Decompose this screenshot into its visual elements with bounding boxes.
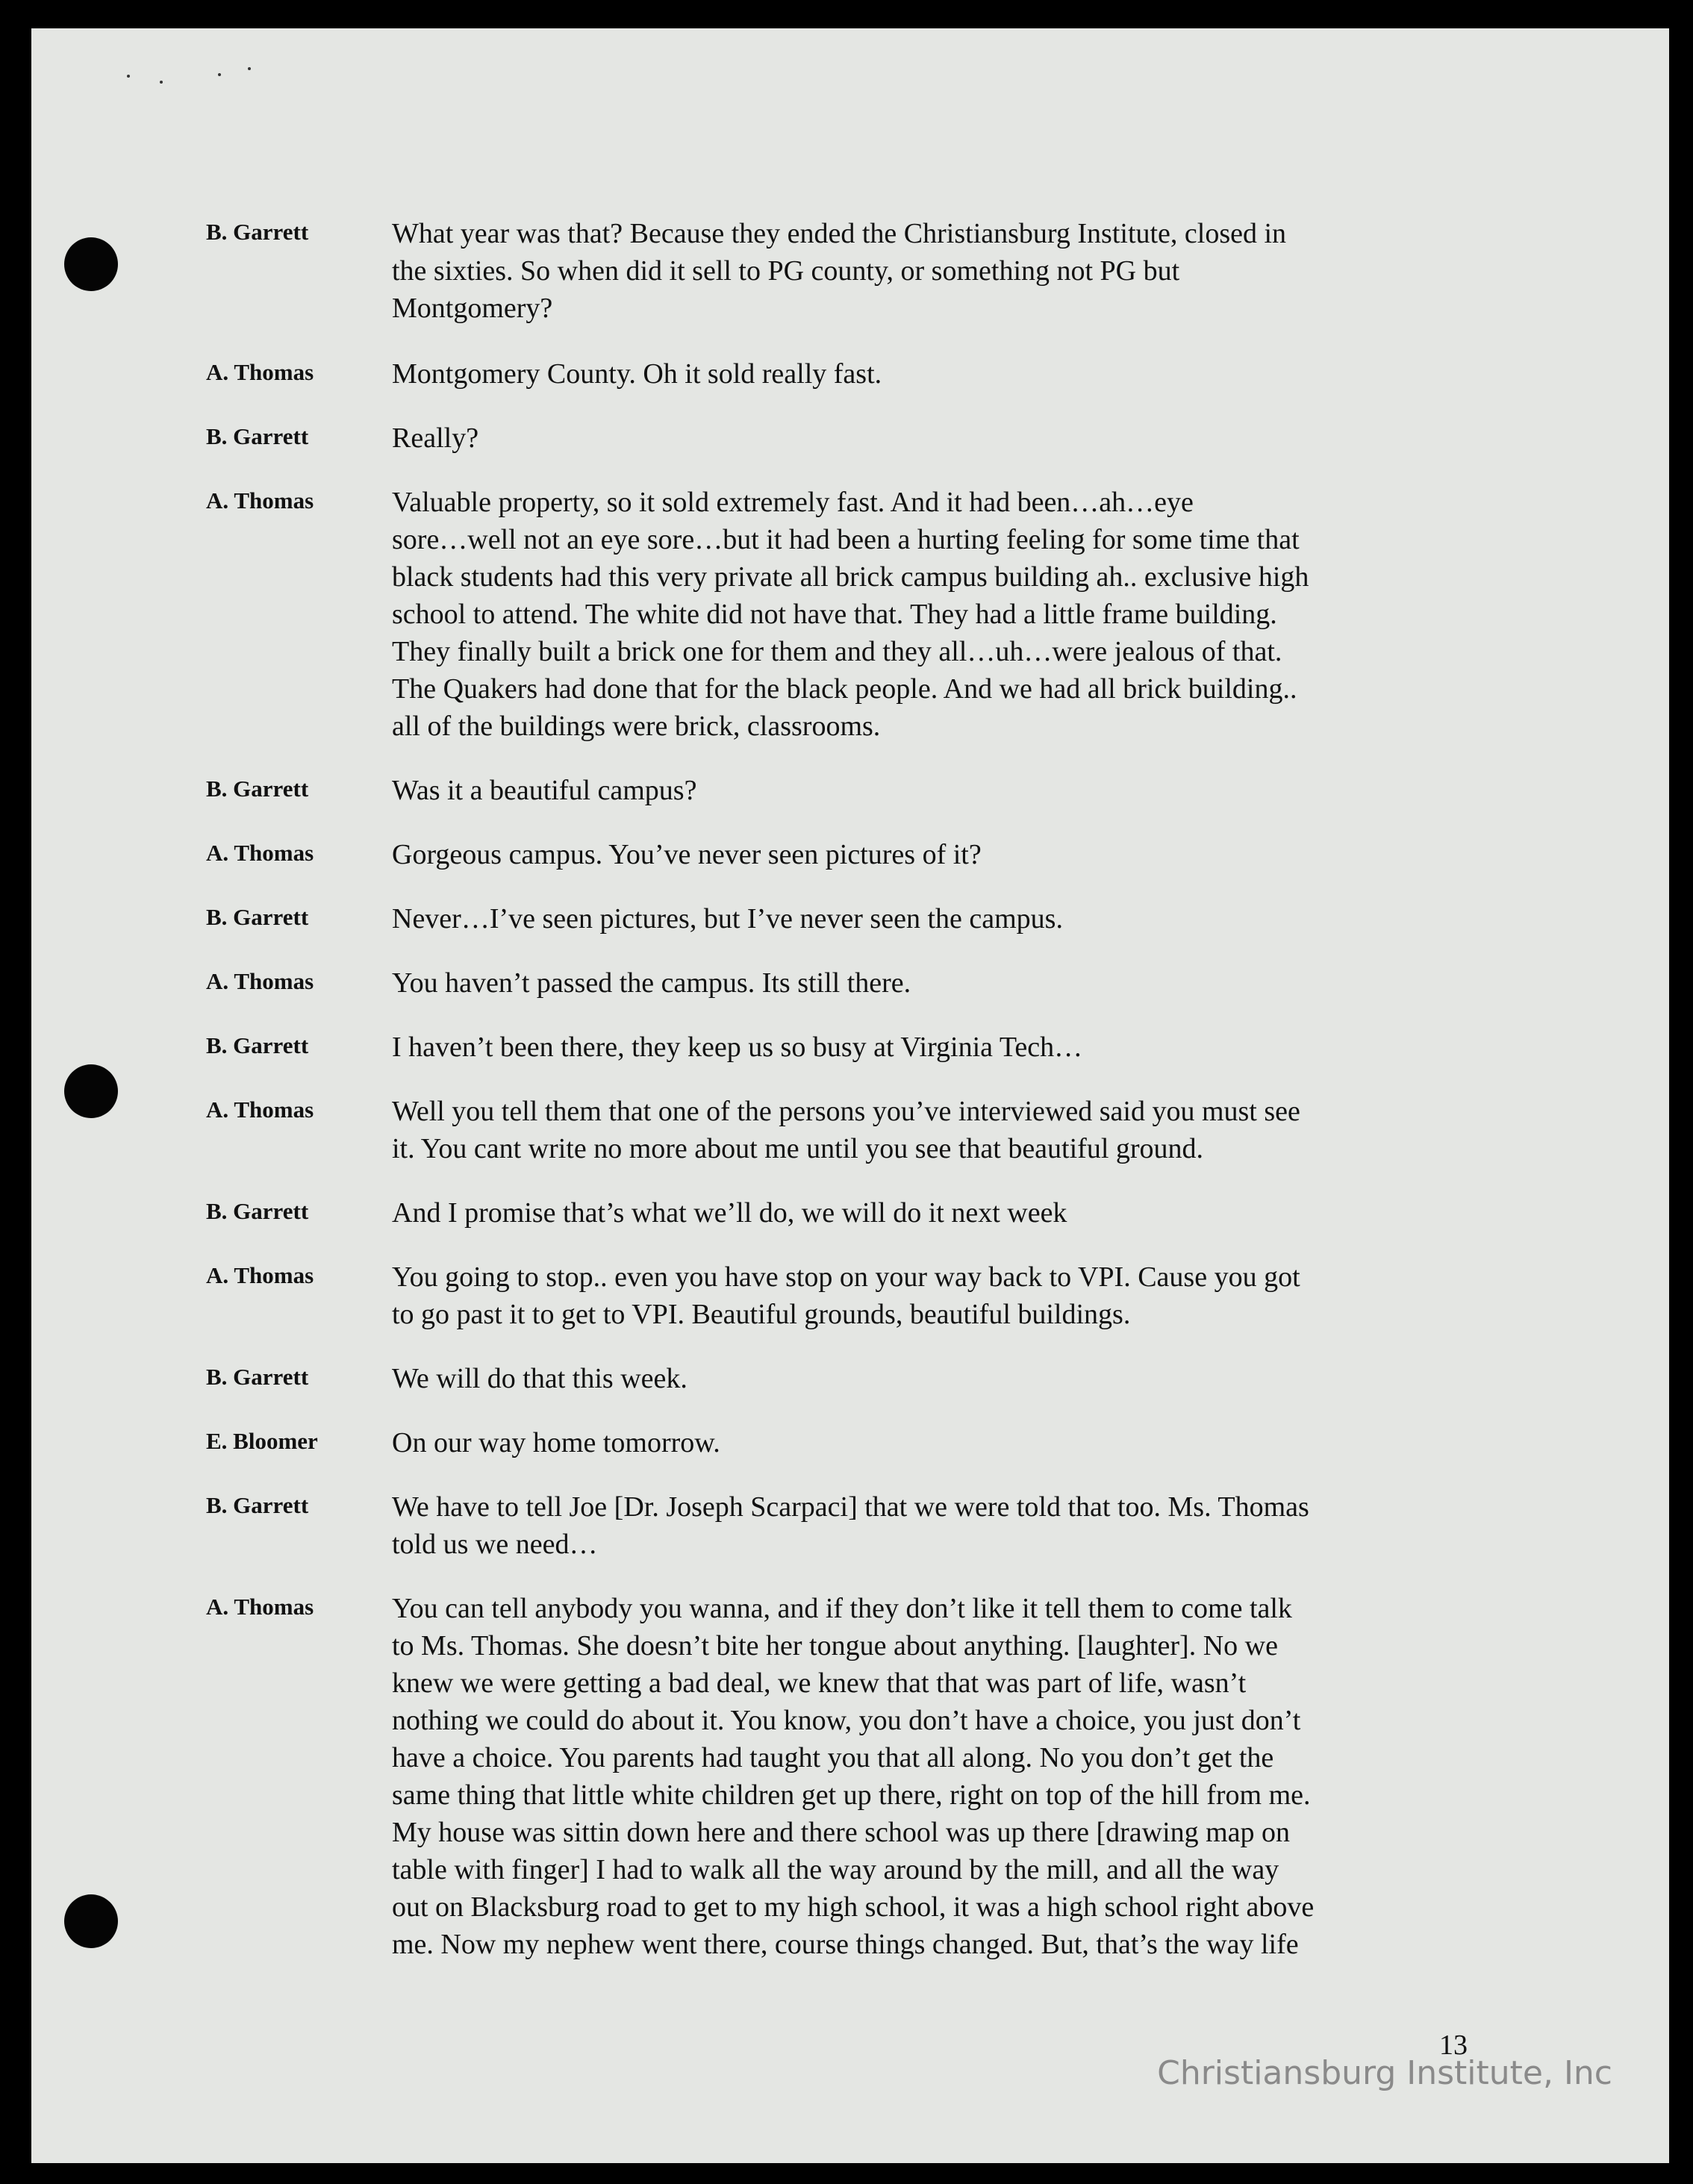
utterance-text: Valuable property, so it sold extremely fast. And it had been…ah…eye sore…well not an eye sore…but it had been a hurting feeling for some time that black students had this very private all brick campus building ah.. exclusive high school to attend. The white did not have that. They had a little frame building. They finally built a brick one for them and they all…uh…were jealous of that. The Quakers had done that for the black people. And we had all brick building.. all of the buildings were brick, classrooms. (392, 487, 1309, 742)
speck (160, 81, 163, 84)
page-number: 13 (1439, 2029, 1468, 2061)
utterance-text: Was it a beautiful campus? (392, 775, 697, 806)
speaker-label: A. Thomas (206, 487, 314, 514)
speaker-label: B. Garrett (206, 423, 309, 449)
speaker-label: A. Thomas (206, 968, 314, 994)
speaker-label: B. Garrett (206, 904, 309, 930)
speck (248, 67, 251, 70)
speaker-label: A. Thomas (206, 1096, 314, 1123)
speaker-label: A. Thomas (206, 359, 314, 385)
utterance-text: You haven’t passed the campus. Its still there. (392, 967, 911, 999)
speaker-label: B. Garrett (206, 1198, 309, 1224)
utterance-text: Really? (392, 422, 479, 454)
speaker-label: A. Thomas (206, 840, 314, 866)
speaker-label: A. Thomas (206, 1594, 314, 1620)
utterance-text: What year was that? Because they ended the Christiansburg Institute, closed in the sixties. So when did it sell to PG county, or something not PG but Montgomery? (392, 218, 1287, 324)
speaker-label: B. Garrett (206, 776, 309, 802)
binder-hole-bottom (64, 1894, 118, 1948)
utterance-text: Never…I’ve seen pictures, but I’ve never seen the campus. (392, 903, 1063, 935)
utterance-text: And I promise that’s what we’ll do, we will do it next week (392, 1197, 1067, 1229)
utterance-text: You going to stop.. even you have stop on your way back to VPI. Cause you got to go past it to get to VPI. Beautiful grounds, beautiful buildings. (392, 1261, 1300, 1330)
speaker-label: E. Bloomer (206, 1428, 318, 1454)
speaker-label: A. Thomas (206, 1262, 314, 1288)
speck (218, 73, 221, 76)
utterance-text: Montgomery County. Oh it sold really fast. (392, 358, 882, 390)
watermark: Christiansburg Institute, Inc (1157, 2054, 1612, 2092)
utterance-text: Gorgeous campus. You’ve never seen pictures of it? (392, 839, 982, 870)
speaker-label: B. Garrett (206, 1032, 309, 1058)
speaker-label: B. Garrett (206, 1492, 309, 1518)
utterance-text: We will do that this week. (392, 1363, 688, 1394)
speaker-label: B. Garrett (206, 219, 309, 245)
utterance-text: We have to tell Joe [Dr. Joseph Scarpaci] that we were told that too. Ms. Thomas told us we need… (392, 1491, 1309, 1560)
utterance-text: I haven’t been there, they keep us so busy at Virginia Tech… (392, 1032, 1083, 1063)
speck (127, 75, 130, 78)
binder-hole-top (64, 237, 118, 291)
binder-hole-middle (64, 1064, 118, 1118)
utterance-text: You can tell anybody you wanna, and if they don’t like it tell them to come talk to Ms. Thomas. She doesn’t bite her tongue about anything. [laughter]. No we knew we were getting a bad deal, we knew that that was part of life, wasn’t nothing we could do about it. You know, you don’t have a choice, you just don’t have a choice. You parents had taught you that all along. No you don’t get the same thing that little white children get up there, right on top of the hill from me. My house was sittin down here and there school was up there [drawing map on table with finger] I had to walk all the way around by the mill, and all the way out on Blacksburg road to get to my high school, it was a high school right above me. Now my nephew went there, course things changed. But, that’s the way life (392, 1593, 1315, 1960)
speaker-label: B. Garrett (206, 1364, 309, 1390)
transcript-page (31, 28, 1669, 2163)
utterance-text: Well you tell them that one of the persons you’ve interviewed said you must see it. You cant write no more about me until you see that beautiful ground. (392, 1096, 1300, 1164)
utterance-text: On our way home tomorrow. (392, 1427, 720, 1458)
